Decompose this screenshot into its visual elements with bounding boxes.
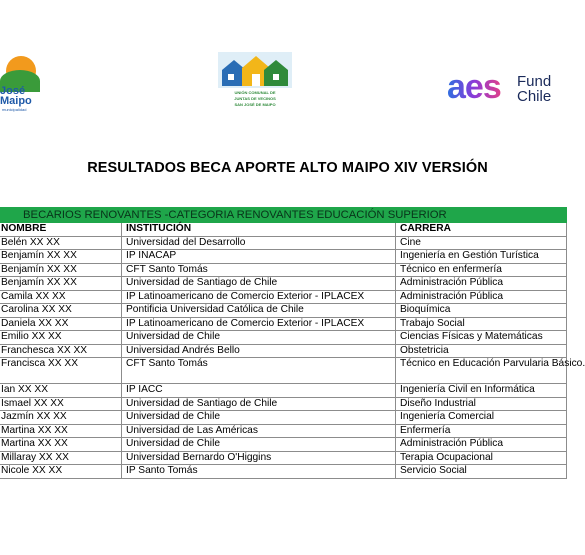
table-row (0, 424, 567, 438)
cell-nombre: Daniela XX XX (0, 317, 122, 331)
category-banner: BECARIOS RENOVANTES -CATEGORIA RENOVANTES EDUCACIÓN SUPERIOR (0, 208, 567, 223)
table-row (0, 451, 567, 465)
cell-nombre: Benjamín XX XX (0, 277, 122, 291)
cell-nombre: Benjamín XX XX (0, 250, 122, 264)
san-jose-de-maipo-logo-icon (0, 52, 42, 114)
cell-carrera: Administración Pública (396, 438, 567, 452)
cell-institucion: Universidad del Desarrollo (122, 236, 396, 250)
cell-institucion: Universidad de Las Américas (122, 424, 396, 438)
page-title: RESULTADOS BECA APORTE ALTO MAIPO XIV VERSIÓN (87, 160, 488, 176)
table-row (0, 317, 567, 331)
cell-carrera: Terapia Ocupacional (396, 451, 567, 465)
cell-carrera: Ingeniería Comercial (396, 411, 567, 425)
table-row (0, 331, 567, 345)
cell-nombre: Millaray XX XX (0, 451, 122, 465)
table-row (0, 290, 567, 304)
cell-carrera: Administración Pública (396, 290, 567, 304)
cell-nombre: Emilio XX XX (0, 331, 122, 345)
cell-carrera: Ciencias Físicas y Matemáticas (396, 331, 567, 345)
logo-left-line1: José (0, 85, 26, 97)
cell-institucion: Universidad de Santiago de Chile (122, 397, 396, 411)
cell-carrera: Bioquímica (396, 304, 567, 318)
cell-nombre: Ian XX XX (0, 384, 122, 398)
cell-institucion: CFT Santo Tomás (122, 358, 396, 384)
logo-right-line2: Chile (517, 88, 552, 105)
logo-center-line2: JUNTAS DE VECINOS (234, 96, 276, 101)
cell-institucion: Universidad de Santiago de Chile (122, 277, 396, 291)
union-comunal-logo-icon (216, 52, 294, 122)
cell-nombre: Francisca XX XX (0, 358, 122, 384)
cell-carrera: Diseño Industrial (396, 397, 567, 411)
cell-institucion: Pontificia Universidad Católica de Chile (122, 304, 396, 318)
category-banner-row (0, 208, 567, 223)
cell-carrera: Ingeniería Civil en Informática (396, 384, 567, 398)
table-row (0, 384, 567, 398)
table-row (0, 438, 567, 452)
cell-nombre: Camila XX XX (0, 290, 122, 304)
cell-institucion: IP Latinoamericano de Comercio Exterior - IPLACEX (122, 317, 396, 331)
cell-nombre: Carolina XX XX (0, 304, 122, 318)
cell-carrera: Servicio Social (396, 465, 567, 479)
table-row (0, 358, 567, 384)
logo-left-line3: municipalidad (2, 107, 27, 112)
cell-carrera: Cine (396, 236, 567, 250)
table-row (0, 277, 567, 291)
cell-institucion: IP INACAP (122, 250, 396, 264)
cell-institucion: IP Latinoamericano de Comercio Exterior - IPLACEX (122, 290, 396, 304)
column-header-institucion: INSTITUCIÓN (122, 223, 396, 237)
cell-institucion: IP Santo Tomás (122, 465, 396, 479)
cell-institucion: CFT Santo Tomás (122, 263, 396, 277)
cell-carrera: Obstetricia (396, 344, 567, 358)
cell-carrera: Ingeniería en Gestión Turística (396, 250, 567, 264)
aes-brand-text: aes (447, 68, 501, 106)
table-row (0, 344, 567, 358)
cell-nombre: Ismael XX XX (0, 397, 122, 411)
cell-institucion: IP IACC (122, 384, 396, 398)
results-table (0, 207, 585, 479)
cell-carrera: Administración Pública (396, 277, 567, 291)
cell-institucion: Universidad Bernardo O'Higgins (122, 451, 396, 465)
cell-institucion: Universidad de Chile (122, 438, 396, 452)
cell-carrera: Trabajo Social (396, 317, 567, 331)
cell-carrera: Técnico en Educación Parvularia Básico. (396, 358, 567, 384)
table-row (0, 411, 567, 425)
table-row (0, 250, 567, 264)
table-row (0, 263, 567, 277)
logo-left-line2: Maipo (0, 95, 32, 107)
houses-icon (218, 52, 292, 88)
column-header-carrera: CARRERA (396, 223, 567, 237)
table-row (0, 236, 567, 250)
logo-center-line3: SAN JOSÉ DE MAIPO (234, 102, 276, 107)
cell-nombre: Belén XX XX (0, 236, 122, 250)
cell-nombre: Jazmín XX XX (0, 411, 122, 425)
logo-center-line1: UNIÓN COMUNAL DE (234, 90, 276, 95)
cell-institucion: Universidad Andrés Bello (122, 344, 396, 358)
cell-nombre: Franchesca XX XX (0, 344, 122, 358)
cell-institucion: Universidad de Chile (122, 331, 396, 345)
cell-institucion: Universidad de Chile (122, 411, 396, 425)
table-row (0, 465, 567, 479)
table-header-row (0, 223, 567, 237)
cell-carrera: Enfermería (396, 424, 567, 438)
cell-nombre: Martina XX XX (0, 424, 122, 438)
table-row (0, 304, 567, 318)
logo-right-line1: Fund (517, 73, 552, 90)
column-header-nombre: NOMBRE (0, 223, 122, 237)
cell-nombre: Benjamín XX XX (0, 263, 122, 277)
cell-nombre: Martina XX XX (0, 438, 122, 452)
logo-center-text (216, 90, 294, 108)
cell-carrera: Técnico en enfermería (396, 263, 567, 277)
cell-nombre: Nicole XX XX (0, 465, 122, 479)
table-row (0, 397, 567, 411)
